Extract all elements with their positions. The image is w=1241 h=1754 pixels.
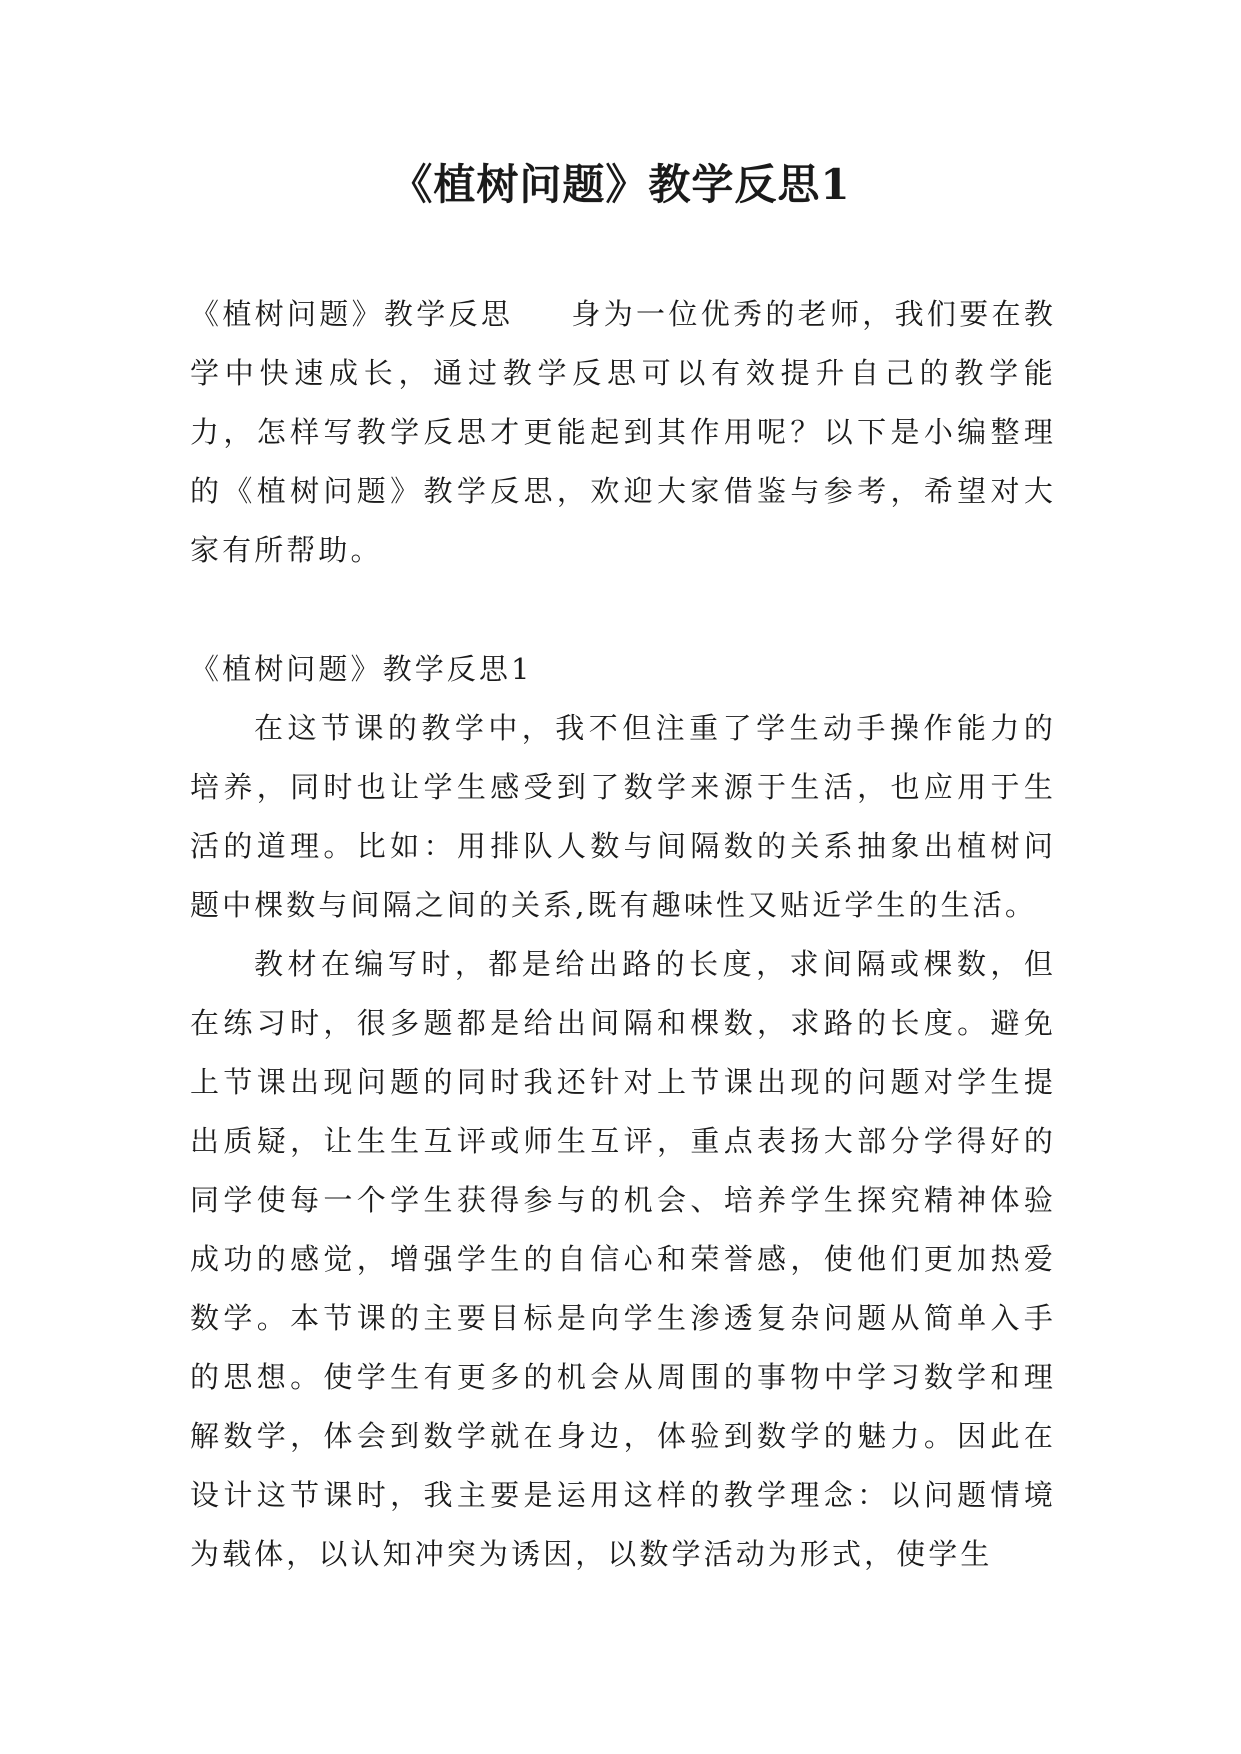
section-paragraph: 教材在编写时，都是给出路的长度，求间隔或棵数，但在练习时，很多题都是给出间隔和棵数，求路的长度。避免上节课出现问题的同时我还针对上节课出现的问题对学生提出质疑，让生生互评或师生互评，重点表扬大部分学得好的同学使每一个学生获得参与的机会、培养学生探究精神体验成功的感觉，增强学生的自信心和荣誉感，使他们更加热爱数学。本节课的主要目标是向学生渗透复杂问题从简单入手的思想。使学生有更多的机会从周围的事物中学习数学和理解数学，体会到数学就在身边，体验到数学的魅力。因此在设计这节课时，我主要是运用这样的教学理念：以问题情境为载体，以认知冲突为诱因，以数学活动为形式，使学生	[190, 947, 1056, 1571]
intro-paragraph	[190, 285, 1056, 585]
section-heading: 《植树问题》教学反思1	[190, 652, 533, 686]
document-title: 《植树问题》教学反思1	[390, 160, 851, 209]
intro-label: 《植树问题》教学反思	[190, 297, 514, 331]
section-paragraph: 在这节课的教学中，我不但注重了学生动手操作能力的培养，同时也让学生感受到了数学来源于生活，也应用于生活的道理。比如：用排队人数与间隔数的关系抽象出植树问题中棵数与间隔之间的关系,既有趣味性又贴近学生的生活。	[190, 711, 1056, 922]
intro-text: 身为一位优秀的老师，我们要在教学中快速成长，通过教学反思可以有效提升自己的教学能力，怎样写教学反思才更能起到其作用呢？以下是小编整理的《植树问题》教学反思，欢迎大家借鉴与参考，希望对大家有所帮助。	[190, 297, 1056, 567]
